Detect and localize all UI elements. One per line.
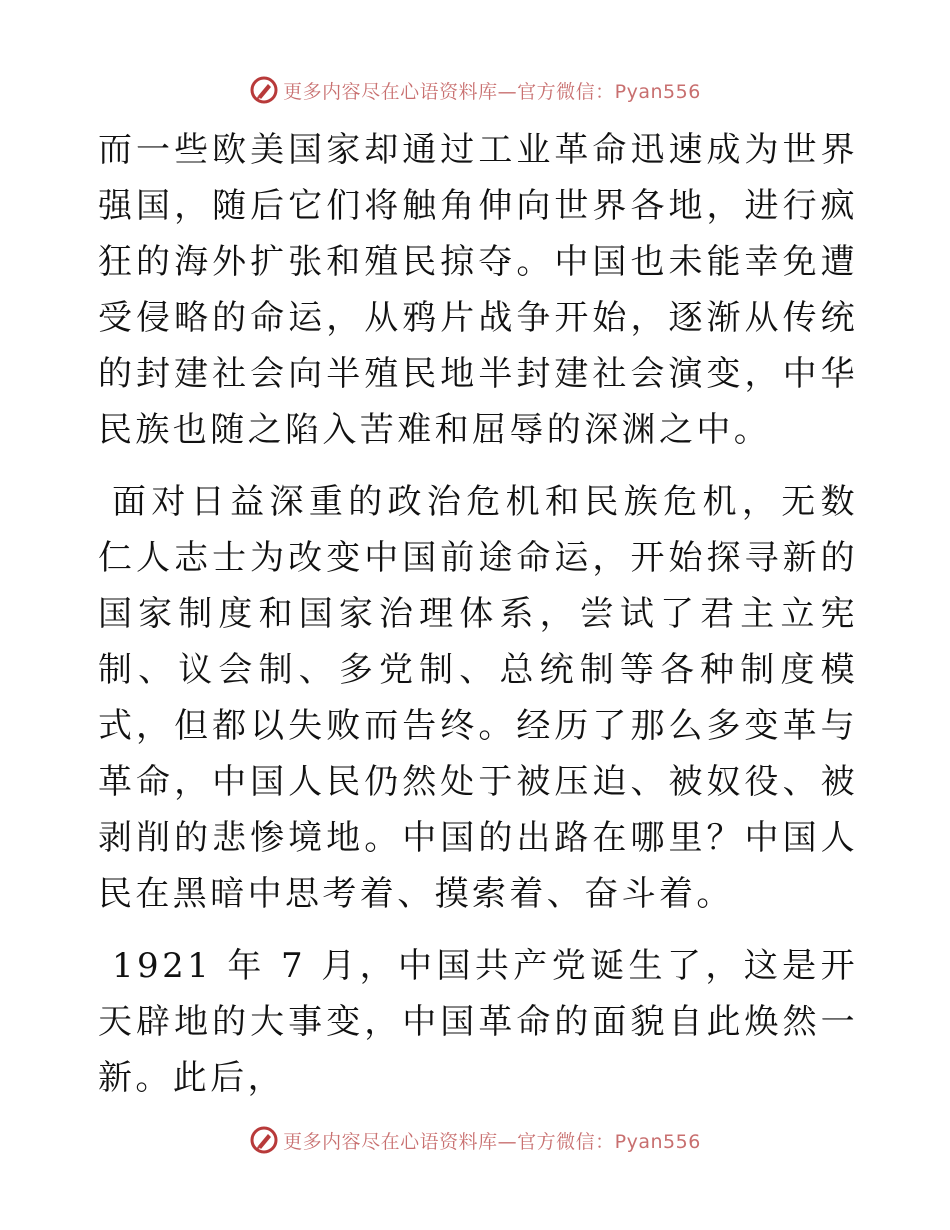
- paragraph: 1921 年 7 月，中国共产党诞生了，这是开天辟地的大事变，中国革命的面貌自此焕然一新。此后，: [98, 946, 858, 1098]
- paragraph: 而一些欧美国家却通过工业革命迅速成为世界强国，随后它们将触角伸向世界各地，进行疯狂的海外扩张和殖民掠夺。中国也未能幸免遭受侵略的命运，从鸦片战争开始，逐渐从传统的封建社会向半殖民地半封建社会演变，中华民族也随之陷入苦难和屈辱的深渊之中。: [98, 130, 858, 450]
- header-banner-text: 更多内容尽在心语资料库—官方微信：Pyan556: [283, 80, 701, 103]
- footer-banner: [0, 1120, 950, 1160]
- document-body: [98, 122, 858, 1106]
- pen-nib-logo-icon: [249, 1125, 279, 1155]
- footer-banner-text: 更多内容尽在心语资料库—官方微信：Pyan556: [283, 1130, 701, 1153]
- paragraph: 面对日益深重的政治危机和民族危机，无数仁人志士为改变中国前途命运，开始探寻新的国家制度和国家治理体系，尝试了君主立宪制、议会制、多党制、总统制等各种制度模式，但都以失败而告终。经历了那么多变革与革命，中国人民仍然处于被压迫、被奴役、被剥削的悲惨境地。中国的出路在哪里？中国人民在黑暗中思考着、摸索着、奋斗着。: [98, 482, 858, 914]
- pen-nib-logo-icon: [249, 75, 279, 105]
- header-banner: [0, 70, 950, 110]
